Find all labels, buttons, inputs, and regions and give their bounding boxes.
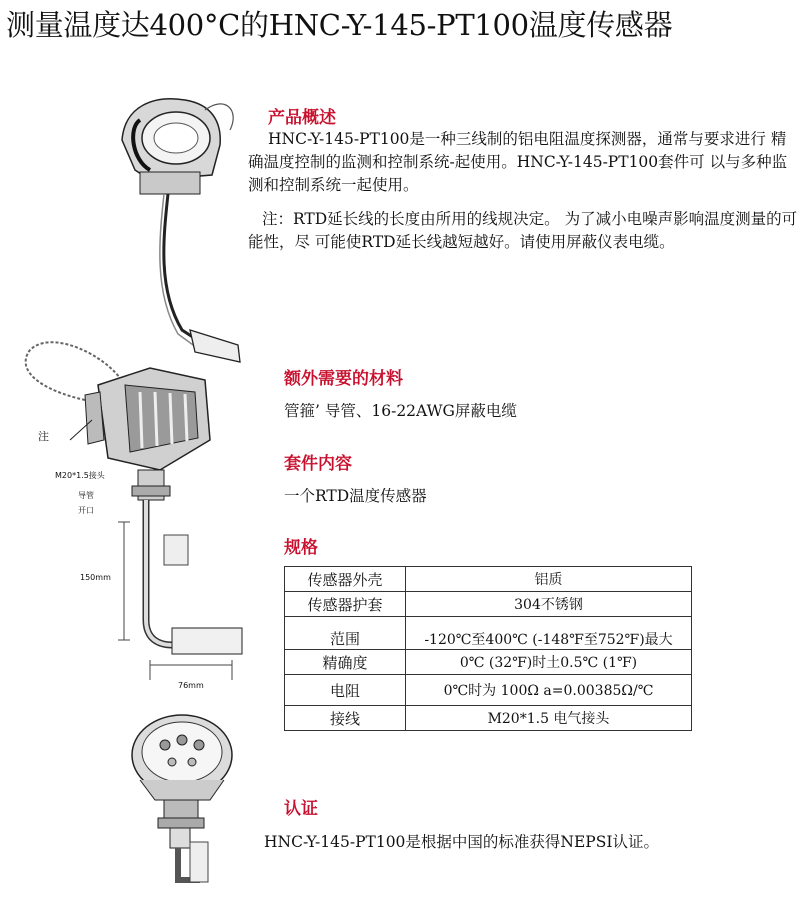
spec-key: 接线: [285, 706, 406, 731]
certification-heading: 认证: [284, 799, 318, 819]
kit-heading: 套件内容: [284, 454, 352, 474]
spec-value: 0℃时为 100Ω a=0.00385Ω/℃: [406, 675, 692, 706]
sensor-head-photo: [122, 99, 240, 362]
overview-heading: 产品概述: [268, 108, 336, 128]
diagram-conduit-label-2: 开口: [78, 506, 94, 515]
sensor-dimension-drawing: [26, 342, 242, 680]
spec-value: -120℃至400℃ (-148℉至752℉)最大: [406, 617, 692, 650]
specs-heading: 规格: [284, 538, 318, 558]
spec-key: 传感器护套: [285, 592, 406, 617]
diagram-thread-label: M20*1.5接头: [55, 471, 105, 480]
page-title: 测量温度达400°C的HNC-Y-145-PT100温度传感器: [6, 8, 673, 42]
spec-value: 铝质: [406, 567, 692, 592]
spec-key: 精确度: [285, 650, 406, 675]
kit-text: 一个RTD温度传感器: [284, 487, 427, 505]
diagram-conduit-label-1: 导管: [78, 491, 94, 500]
diagram-note-label: 注: [38, 430, 49, 443]
diagram-height-label: 150mm: [80, 573, 111, 582]
spec-key: 电阻: [285, 675, 406, 706]
sensor-terminal-photo: [132, 715, 232, 882]
spec-value: 304不锈钢: [406, 592, 692, 617]
spec-key: 传感器外壳: [285, 567, 406, 592]
certification-text: HNC-Y-145-PT100是根据中国的标准获得NEPSI认证。: [264, 833, 659, 851]
materials-text: 管箍’ 导管、16-22AWG屏蔽电缆: [284, 402, 517, 420]
materials-heading: 额外需要的材料: [284, 369, 403, 389]
spec-value: M20*1.5 电气接头: [406, 706, 692, 731]
overview-paragraph-2: 注：RTD延长线的长度由所用的线规决定。 为了减小电噪声影响温度测量的可能性，尽 可能使RTD延长线越短越好。请使用屏蔽仪表电缆。: [248, 210, 798, 251]
spec-key: 范围: [285, 617, 406, 650]
diagram-width-label: 76mm: [178, 681, 204, 690]
overview-paragraph-1: HNC-Y-145-PT100是一种三线制的铝电阻温度探测器，通常与要求进行 精确温度控制的监测和控制系统-起使用。HNC-Y-145-PT100套件可 以与多种监测和控制系统一起使用。: [248, 130, 788, 194]
spec-value: 0℃ (32℉)时土0.5℃ (1℉): [406, 650, 692, 675]
